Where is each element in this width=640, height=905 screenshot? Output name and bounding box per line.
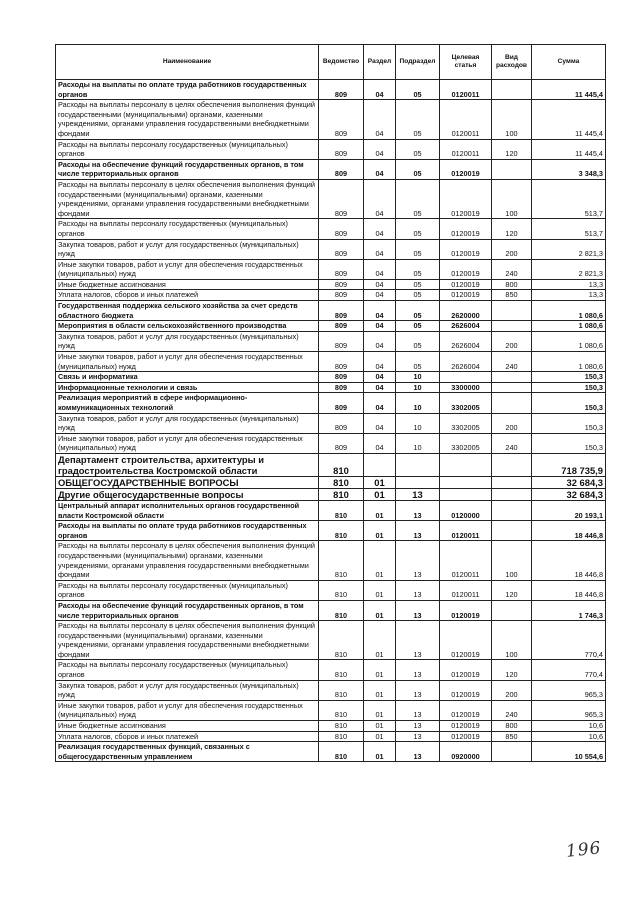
- cell-article: 3302005: [440, 433, 492, 453]
- cell-amount: 770,4: [532, 621, 606, 660]
- cell-name: Расходы на выплаты персоналу государственных (муниципальных) органов: [56, 219, 319, 239]
- cell-exp-type: 240: [492, 352, 532, 372]
- cell-name: Иные закупки товаров, работ и услуг для обеспечения государственных (муниципальных) нужд: [56, 433, 319, 453]
- table-row: [56, 580, 606, 600]
- cell-subsection: 13: [396, 521, 440, 541]
- cell-exp-type: 100: [492, 179, 532, 218]
- cell-subsection: 10: [396, 413, 440, 433]
- cell-exp-type: [492, 393, 532, 413]
- cell-amount: 10,6: [532, 731, 606, 742]
- cell-exp-type: 240: [492, 700, 532, 720]
- cell-section: 04: [364, 100, 396, 139]
- cell-name: Расходы на выплаты персоналу в целях обеспечения выполнения функций государственными (муниципальными) органами, казенными учреждениями, органами управления государственными внебюджетными фондами: [56, 179, 319, 218]
- cell-exp-type: 240: [492, 433, 532, 453]
- cell-article: 0120019: [440, 159, 492, 179]
- cell-article: 0120019: [440, 259, 492, 279]
- table-row: [56, 433, 606, 453]
- cell-section: 01: [364, 731, 396, 742]
- cell-amount: 770,4: [532, 660, 606, 680]
- cell-subsection: 05: [396, 179, 440, 218]
- cell-subsection: 13: [396, 742, 440, 762]
- cell-name: Расходы на выплаты персоналу государственных (муниципальных) органов: [56, 580, 319, 600]
- cell-name: Иные закупки товаров, работ и услуг для обеспечения государственных (муниципальных) нужд: [56, 352, 319, 372]
- table-row: [56, 488, 606, 500]
- cell-section: 01: [364, 541, 396, 580]
- cell-name: Расходы на обеспечение функций государственных органов, в том числе территориальных органов: [56, 600, 319, 620]
- cell-dept: 810: [319, 742, 364, 762]
- cell-subsection: [396, 476, 440, 488]
- cell-dept: 810: [319, 541, 364, 580]
- cell-subsection: 10: [396, 372, 440, 383]
- cell-article: 0120019: [440, 219, 492, 239]
- cell-dept: 810: [319, 731, 364, 742]
- cell-name: Информационные технологии и связь: [56, 382, 319, 393]
- cell-dept: 809: [319, 290, 364, 301]
- cell-subsection: [396, 453, 440, 476]
- cell-subsection: 13: [396, 660, 440, 680]
- header-section: Раздел: [364, 45, 396, 80]
- cell-subsection: 05: [396, 239, 440, 259]
- cell-name: Реализация мероприятий в сфере информационно-коммуникационных технологий: [56, 393, 319, 413]
- cell-section: 04: [364, 301, 396, 321]
- cell-name: Закупка товаров, работ и услуг для государственных (муниципальных) нужд: [56, 680, 319, 700]
- cell-amount: 13,3: [532, 279, 606, 290]
- cell-exp-type: [492, 321, 532, 332]
- cell-article: 0120019: [440, 680, 492, 700]
- cell-section: 01: [364, 700, 396, 720]
- cell-exp-type: [492, 80, 532, 100]
- cell-amount: 3 348,3: [532, 159, 606, 179]
- cell-amount: 150,3: [532, 433, 606, 453]
- cell-amount: 965,3: [532, 700, 606, 720]
- cell-dept: 809: [319, 352, 364, 372]
- cell-name: Связь и информатика: [56, 372, 319, 383]
- cell-subsection: 13: [396, 600, 440, 620]
- cell-subsection: 05: [396, 321, 440, 332]
- cell-dept: 810: [319, 680, 364, 700]
- cell-name: Закупка товаров, работ и услуг для государственных (муниципальных) нужд: [56, 239, 319, 259]
- cell-article: [440, 453, 492, 476]
- cell-subsection: 13: [396, 721, 440, 732]
- cell-section: 04: [364, 239, 396, 259]
- cell-dept: 810: [319, 453, 364, 476]
- cell-dept: 809: [319, 159, 364, 179]
- cell-exp-type: 200: [492, 331, 532, 351]
- cell-dept: 809: [319, 259, 364, 279]
- cell-article: 0120011: [440, 139, 492, 159]
- cell-amount: 18 446,8: [532, 580, 606, 600]
- cell-amount: 513,7: [532, 219, 606, 239]
- cell-name: Расходы на выплаты по оплате труда работников государственных органов: [56, 80, 319, 100]
- cell-section: 04: [364, 290, 396, 301]
- cell-section: 04: [364, 159, 396, 179]
- table-row: [56, 541, 606, 580]
- table-row: [56, 621, 606, 660]
- table-row: [56, 660, 606, 680]
- cell-exp-type: 120: [492, 219, 532, 239]
- cell-name: Расходы на выплаты персоналу в целях обеспечения выполнения функций государственными (муниципальными) органами, казенными учреждениями, органами управления государственными внебюджетными фондами: [56, 100, 319, 139]
- cell-subsection: 13: [396, 731, 440, 742]
- cell-dept: 809: [319, 321, 364, 332]
- cell-exp-type: 850: [492, 731, 532, 742]
- cell-article: [440, 488, 492, 500]
- cell-subsection: 13: [396, 500, 440, 520]
- cell-amount: 11 445,4: [532, 139, 606, 159]
- cell-subsection: 10: [396, 382, 440, 393]
- cell-amount: 18 446,8: [532, 541, 606, 580]
- table-row: [56, 372, 606, 383]
- cell-name: ОБЩЕГОСУДАРСТВЕННЫЕ ВОПРОСЫ: [56, 476, 319, 488]
- cell-subsection: 05: [396, 290, 440, 301]
- cell-amount: 718 735,9: [532, 453, 606, 476]
- cell-exp-type: 100: [492, 100, 532, 139]
- cell-amount: 1 080,6: [532, 301, 606, 321]
- cell-article: [440, 372, 492, 383]
- cell-section: 04: [364, 331, 396, 351]
- cell-amount: 965,3: [532, 680, 606, 700]
- cell-name: Иные закупки товаров, работ и услуг для обеспечения государственных (муниципальных) нужд: [56, 700, 319, 720]
- cell-dept: 809: [319, 331, 364, 351]
- table-row: [56, 239, 606, 259]
- table-header-row: [56, 45, 606, 80]
- cell-name: Уплата налогов, сборов и иных платежей: [56, 731, 319, 742]
- table-row: [56, 331, 606, 351]
- cell-subsection: 05: [396, 100, 440, 139]
- cell-article: 0120019: [440, 279, 492, 290]
- table-row: [56, 352, 606, 372]
- table-row: [56, 600, 606, 620]
- cell-name: Иные бюджетные ассигнования: [56, 279, 319, 290]
- cell-dept: 809: [319, 413, 364, 433]
- cell-amount: 32 684,3: [532, 476, 606, 488]
- table-row: [56, 382, 606, 393]
- cell-section: 04: [364, 352, 396, 372]
- cell-exp-type: [492, 382, 532, 393]
- cell-exp-type: [492, 372, 532, 383]
- cell-subsection: 13: [396, 580, 440, 600]
- cell-amount: 513,7: [532, 179, 606, 218]
- table-row: [56, 219, 606, 239]
- cell-article: 0120019: [440, 239, 492, 259]
- cell-amount: 11 445,4: [532, 80, 606, 100]
- cell-dept: 809: [319, 301, 364, 321]
- cell-section: 01: [364, 621, 396, 660]
- cell-amount: 1 746,3: [532, 600, 606, 620]
- cell-exp-type: 120: [492, 580, 532, 600]
- cell-article: 3300000: [440, 382, 492, 393]
- budget-table: [55, 44, 606, 762]
- table-row: [56, 259, 606, 279]
- cell-article: 2626004: [440, 352, 492, 372]
- cell-article: 0120019: [440, 700, 492, 720]
- cell-amount: 1 080,6: [532, 352, 606, 372]
- cell-subsection: 13: [396, 700, 440, 720]
- cell-exp-type: [492, 476, 532, 488]
- table-row: [56, 139, 606, 159]
- cell-dept: 809: [319, 279, 364, 290]
- table-row: [56, 393, 606, 413]
- cell-subsection: 13: [396, 621, 440, 660]
- table-row: [56, 301, 606, 321]
- cell-amount: 20 193,1: [532, 500, 606, 520]
- cell-exp-type: 100: [492, 541, 532, 580]
- table-row: [56, 413, 606, 433]
- cell-dept: 810: [319, 521, 364, 541]
- cell-name: Другие общегосударственные вопросы: [56, 488, 319, 500]
- table-body: [56, 80, 606, 762]
- cell-amount: 1 080,6: [532, 331, 606, 351]
- cell-dept: 810: [319, 476, 364, 488]
- table-row: [56, 742, 606, 762]
- cell-dept: 810: [319, 660, 364, 680]
- cell-amount: 150,3: [532, 393, 606, 413]
- cell-section: 01: [364, 600, 396, 620]
- cell-dept: 810: [319, 500, 364, 520]
- cell-article: 0120019: [440, 721, 492, 732]
- cell-amount: 150,3: [532, 382, 606, 393]
- cell-amount: 10,6: [532, 721, 606, 732]
- cell-subsection: 05: [396, 259, 440, 279]
- cell-subsection: 05: [396, 219, 440, 239]
- header-article: Целевая статья: [440, 45, 492, 80]
- cell-section: 01: [364, 680, 396, 700]
- table-row: [56, 500, 606, 520]
- cell-article: 0120019: [440, 621, 492, 660]
- cell-name: Департамент строительства, архитектуры и градостроительства Костромской области: [56, 453, 319, 476]
- cell-article: 0120000: [440, 500, 492, 520]
- cell-article: 0120019: [440, 660, 492, 680]
- cell-dept: 810: [319, 580, 364, 600]
- table-row: [56, 731, 606, 742]
- table-row: [56, 700, 606, 720]
- cell-name: Расходы на выплаты персоналу в целях обеспечения выполнения функций государственными (муниципальными) органами, казенными учреждениями, органами управления государственными внебюджетными фондами: [56, 621, 319, 660]
- cell-subsection: 05: [396, 80, 440, 100]
- cell-name: Центральный аппарат исполнительных органов государственной власти Костромской области: [56, 500, 319, 520]
- cell-article: [440, 476, 492, 488]
- cell-section: 04: [364, 80, 396, 100]
- cell-section: 01: [364, 500, 396, 520]
- cell-article: 0120011: [440, 80, 492, 100]
- cell-exp-type: 120: [492, 660, 532, 680]
- cell-amount: 13,3: [532, 290, 606, 301]
- cell-exp-type: [492, 742, 532, 762]
- cell-name: Расходы на обеспечение функций государственных органов, в том числе территориальных органов: [56, 159, 319, 179]
- cell-section: 01: [364, 580, 396, 600]
- cell-dept: 809: [319, 179, 364, 218]
- cell-dept: 809: [319, 219, 364, 239]
- table-row: [56, 179, 606, 218]
- cell-exp-type: 120: [492, 139, 532, 159]
- cell-section: 04: [364, 382, 396, 393]
- cell-section: 01: [364, 476, 396, 488]
- table-row: [56, 159, 606, 179]
- header-subsection: Подраздел: [396, 45, 440, 80]
- cell-article: 0120019: [440, 290, 492, 301]
- cell-section: 04: [364, 372, 396, 383]
- cell-exp-type: [492, 453, 532, 476]
- cell-amount: 2 821,3: [532, 239, 606, 259]
- cell-article: 3302005: [440, 413, 492, 433]
- cell-name: Уплата налогов, сборов и иных платежей: [56, 290, 319, 301]
- cell-article: 0120019: [440, 731, 492, 742]
- cell-dept: 809: [319, 382, 364, 393]
- cell-amount: 1 080,6: [532, 321, 606, 332]
- table-row: [56, 321, 606, 332]
- cell-dept: 810: [319, 600, 364, 620]
- cell-article: 0120019: [440, 179, 492, 218]
- cell-name: Реализация государственных функций, связанных с общегосударственным управлением: [56, 742, 319, 762]
- cell-article: 0120019: [440, 600, 492, 620]
- cell-exp-type: 100: [492, 621, 532, 660]
- table-row: [56, 279, 606, 290]
- cell-subsection: 13: [396, 488, 440, 500]
- cell-subsection: 13: [396, 680, 440, 700]
- cell-amount: 32 684,3: [532, 488, 606, 500]
- cell-dept: 809: [319, 80, 364, 100]
- cell-exp-type: 850: [492, 290, 532, 301]
- cell-name: Расходы на выплаты по оплате труда работников государственных органов: [56, 521, 319, 541]
- cell-subsection: 13: [396, 541, 440, 580]
- cell-name: Государственная поддержка сельского хозяйства за счет средств областного бюджета: [56, 301, 319, 321]
- cell-name: Закупка товаров, работ и услуг для государственных (муниципальных) нужд: [56, 331, 319, 351]
- cell-exp-type: 800: [492, 721, 532, 732]
- cell-subsection: 05: [396, 352, 440, 372]
- cell-section: 01: [364, 742, 396, 762]
- cell-article: 2620000: [440, 301, 492, 321]
- cell-section: 04: [364, 279, 396, 290]
- cell-name: Закупка товаров, работ и услуг для государственных (муниципальных) нужд: [56, 413, 319, 433]
- table-row: [56, 680, 606, 700]
- cell-section: 04: [364, 433, 396, 453]
- cell-name: Иные закупки товаров, работ и услуг для обеспечения государственных (муниципальных) нужд: [56, 259, 319, 279]
- cell-dept: 810: [319, 700, 364, 720]
- cell-name: Расходы на выплаты персоналу государственных (муниципальных) органов: [56, 139, 319, 159]
- cell-section: 04: [364, 219, 396, 239]
- table-row: [56, 453, 606, 476]
- cell-article: 0120011: [440, 580, 492, 600]
- cell-section: 01: [364, 660, 396, 680]
- table-row: [56, 100, 606, 139]
- cell-article: 0120011: [440, 521, 492, 541]
- cell-dept: 809: [319, 433, 364, 453]
- cell-exp-type: 200: [492, 413, 532, 433]
- cell-dept: 809: [319, 139, 364, 159]
- handwritten-page-number: 196: [565, 838, 603, 862]
- cell-section: 04: [364, 321, 396, 332]
- cell-exp-type: [492, 488, 532, 500]
- cell-dept: 810: [319, 621, 364, 660]
- table-row: [56, 521, 606, 541]
- cell-dept: 809: [319, 372, 364, 383]
- header-dept: Ведомство: [319, 45, 364, 80]
- cell-exp-type: [492, 521, 532, 541]
- cell-subsection: 05: [396, 301, 440, 321]
- header-amount: Сумма: [532, 45, 606, 80]
- cell-exp-type: [492, 600, 532, 620]
- cell-amount: 18 446,8: [532, 521, 606, 541]
- cell-dept: 809: [319, 393, 364, 413]
- cell-name: Иные бюджетные ассигнования: [56, 721, 319, 732]
- header-name: Наименование: [56, 45, 319, 80]
- cell-article: 2626004: [440, 321, 492, 332]
- cell-exp-type: [492, 500, 532, 520]
- cell-name: Расходы на выплаты персоналу в целях обеспечения выполнения функций государственными (муниципальными) органами, казенными учреждениями, органами управления государственными внебюджетными фондами: [56, 541, 319, 580]
- cell-amount: 11 445,4: [532, 100, 606, 139]
- table-row: [56, 721, 606, 732]
- cell-article: 3302005: [440, 393, 492, 413]
- cell-article: 0120011: [440, 541, 492, 580]
- cell-section: 01: [364, 488, 396, 500]
- cell-section: [364, 453, 396, 476]
- cell-subsection: 05: [396, 159, 440, 179]
- cell-section: 01: [364, 521, 396, 541]
- cell-amount: 2 821,3: [532, 259, 606, 279]
- cell-article: 0920000: [440, 742, 492, 762]
- cell-section: 04: [364, 259, 396, 279]
- cell-exp-type: [492, 301, 532, 321]
- cell-subsection: 05: [396, 331, 440, 351]
- cell-exp-type: 200: [492, 239, 532, 259]
- cell-subsection: 05: [396, 279, 440, 290]
- cell-name: Расходы на выплаты персоналу государственных (муниципальных) органов: [56, 660, 319, 680]
- cell-exp-type: 240: [492, 259, 532, 279]
- header-exp-type: Вид расходов: [492, 45, 532, 80]
- table-row: [56, 476, 606, 488]
- cell-section: 01: [364, 721, 396, 732]
- cell-amount: 10 554,6: [532, 742, 606, 762]
- cell-section: 04: [364, 179, 396, 218]
- cell-article: 0120011: [440, 100, 492, 139]
- cell-dept: 810: [319, 721, 364, 732]
- cell-exp-type: [492, 159, 532, 179]
- cell-section: 04: [364, 393, 396, 413]
- cell-exp-type: 800: [492, 279, 532, 290]
- cell-article: 2626004: [440, 331, 492, 351]
- table-row: [56, 80, 606, 100]
- cell-subsection: 10: [396, 433, 440, 453]
- cell-amount: 150,3: [532, 413, 606, 433]
- cell-section: 04: [364, 139, 396, 159]
- table-row: [56, 290, 606, 301]
- cell-subsection: 05: [396, 139, 440, 159]
- cell-name: Мероприятия в области сельскохозяйственного производства: [56, 321, 319, 332]
- cell-dept: 810: [319, 488, 364, 500]
- cell-subsection: 10: [396, 393, 440, 413]
- cell-section: 04: [364, 413, 396, 433]
- cell-exp-type: 200: [492, 680, 532, 700]
- cell-dept: 809: [319, 239, 364, 259]
- cell-dept: 809: [319, 100, 364, 139]
- cell-amount: 150,3: [532, 372, 606, 383]
